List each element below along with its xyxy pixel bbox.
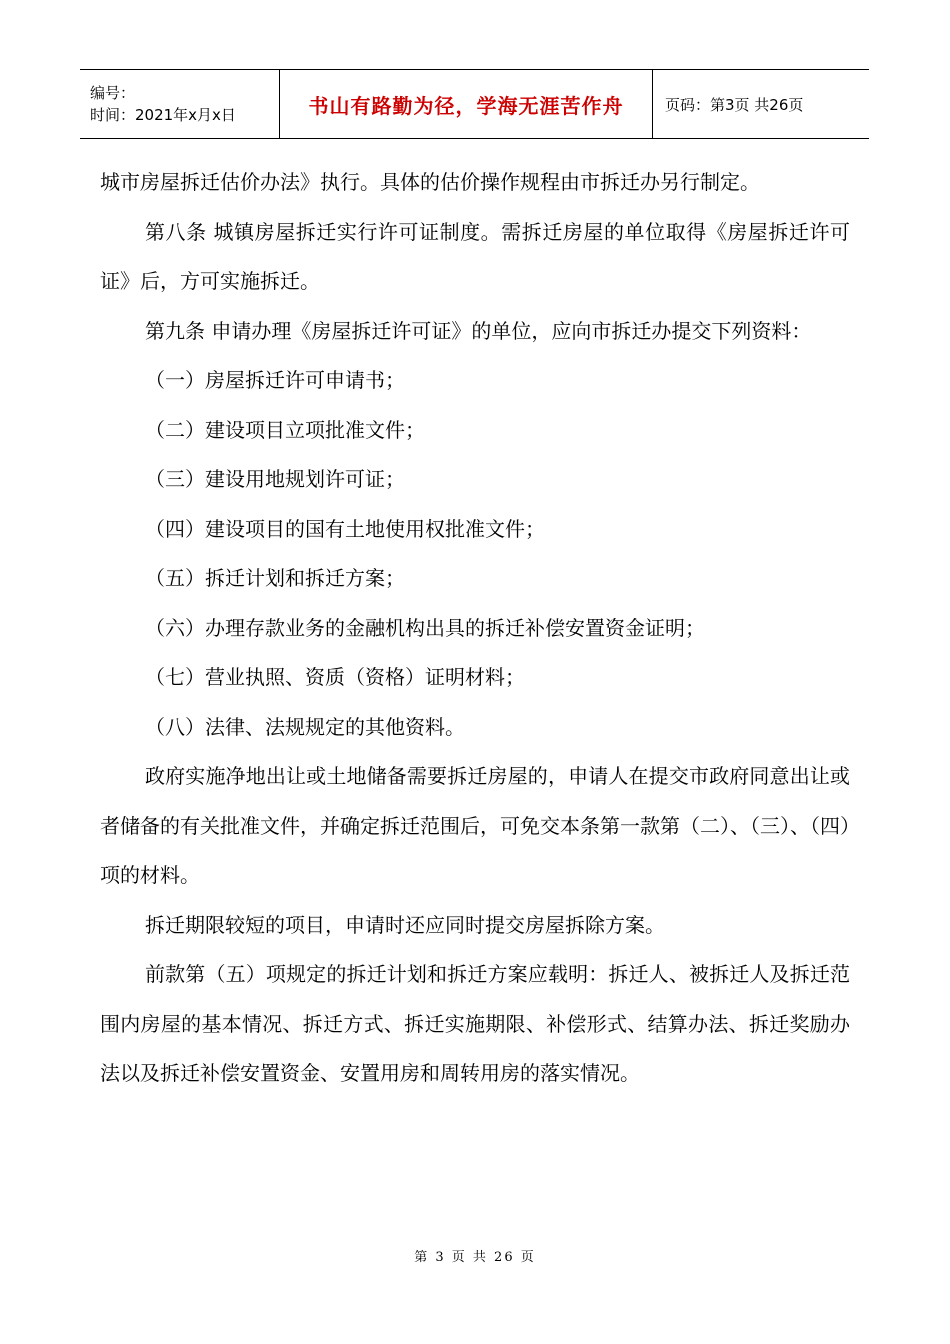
header-motto-cell xyxy=(280,70,653,138)
header-page-info: 页码：第3页 共26页 xyxy=(665,95,804,114)
paragraph-article-9: 第九条 申请办理《房屋拆迁许可证》的单位，应向市拆迁办提交下列资料： xyxy=(145,318,812,343)
list-item: （七）营业执照、资质（资格）证明材料； xyxy=(145,665,525,689)
document-body xyxy=(100,158,850,1099)
list-item: （二）建设项目立项批准文件； xyxy=(145,417,425,442)
paragraph: 政府实施净地出让或土地储备需要拆迁房屋的，申请人在提交市政府同意出让或者储备的有关批准文件，并确定拆迁范围后，可免交本条第一款第（二）、（三）、（四）项的材料。 xyxy=(100,764,850,887)
header-meta xyxy=(80,70,280,138)
header-motto: 书山有路勤为径，学海无涯苦作舟 xyxy=(308,93,624,118)
paragraph: 前款第（五）项规定的拆迁计划和拆迁方案应载明：拆迁人、被拆迁人及拆迁范围内房屋的基本情况、拆迁方式、拆迁实施期限、补偿形式、结算办法、拆迁奖励办法以及拆迁补偿安置资金、安置用房和周转用房的落实情况。 xyxy=(100,962,850,1085)
list-item: （三）建设用地规划许可证； xyxy=(145,467,405,491)
list-item: （六）办理存款业务的金融机构出具的拆迁补偿安置资金证明； xyxy=(145,615,705,640)
document-date: 时间：2021年x月x日 xyxy=(90,106,236,124)
paragraph-article-8: 第八条 城镇房屋拆迁实行许可证制度。需拆迁房屋的单位取得《房屋拆迁许可证》后，方可实施拆迁。 xyxy=(100,219,850,293)
document-number-label: 编号： xyxy=(90,84,136,102)
page-footer: 第 3 页 共 26 页 xyxy=(414,1250,536,1265)
page-header xyxy=(80,69,869,139)
list-item: （五）拆迁计划和拆迁方案； xyxy=(145,566,405,590)
paragraph: 拆迁期限较短的项目，申请时还应同时提交房屋拆除方案。 xyxy=(145,912,665,937)
header-page-info-cell xyxy=(653,70,869,138)
list-item: （四）建设项目的国有土地使用权批准文件； xyxy=(145,516,545,541)
list-item: （一）房屋拆迁许可申请书； xyxy=(145,368,405,392)
paragraph: 城市房屋拆迁估价办法》执行。具体的估价操作规程由市拆迁办另行制定。 xyxy=(100,170,760,194)
list-item: （八）法律、法规规定的其他资料。 xyxy=(145,714,465,739)
